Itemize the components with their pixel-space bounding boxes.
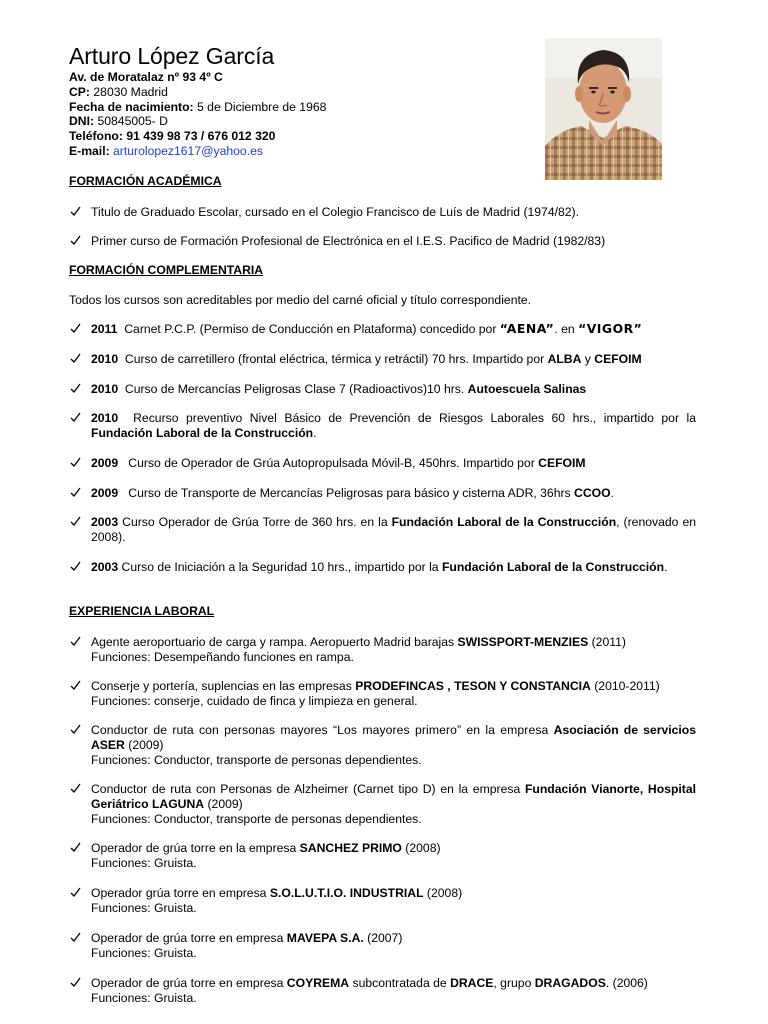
job-functions: Funciones: Gruista. — [91, 855, 197, 870]
job-year: . (2006) — [605, 976, 648, 990]
dni-value: 50845005- D — [97, 114, 168, 129]
portrait-image — [545, 38, 662, 180]
course-strong-2: CEFOIM — [594, 352, 642, 366]
course-text: Recurso preventivo Nivel Básico de Prevención de Riesgos Laborales 60 hrs., impartido por la — [133, 411, 696, 425]
phone: Teléfono: 91 439 98 73 / 676 012 320 — [69, 129, 276, 144]
course-text: Curso de Mercancías Peligrosas Clase 7 (Radioactivos)10 hrs. — [124, 382, 468, 396]
course-item — [69, 411, 696, 441]
job-text: Operador de grúa torre en la empresa — [91, 841, 300, 855]
course-year: 2009 — [91, 486, 119, 500]
job-text: Operador de grúa torre en empresa — [91, 931, 287, 945]
checkmark-icon — [69, 233, 83, 248]
postal-code-label: CP: — [69, 84, 90, 99]
checkmark-icon — [69, 351, 83, 366]
course-strong: CCOO — [574, 486, 611, 500]
job-company: Asociación de servicios ASER — [91, 723, 696, 752]
course-text-2: . — [313, 425, 317, 440]
job-item — [69, 782, 696, 826]
course-year: 2011 — [91, 322, 118, 336]
course-strong: “AENA” — [499, 321, 555, 336]
address: Av. de Moratalaz nº 93 4º C — [69, 70, 223, 84]
checkmark-icon — [69, 885, 83, 900]
job-functions: Funciones: Conductor, transporte de personas dependientes. — [91, 811, 422, 826]
checkmark-icon — [69, 781, 83, 796]
job-year: (2010-2011) — [590, 679, 660, 693]
checkmark-icon — [69, 514, 83, 529]
course-text-2: y — [581, 352, 595, 366]
job-company: S.O.L.U.T.I.O. INDUSTRIAL — [269, 886, 424, 900]
job-functions: Funciones: Conductor, transporte de personas dependientes. — [91, 752, 422, 767]
course-year: 2010 — [91, 352, 119, 366]
job-text-3: , grupo — [493, 976, 535, 990]
checkmark-icon — [69, 455, 83, 470]
checkmark-icon — [69, 930, 83, 945]
profile-photo — [545, 38, 662, 180]
postal-code-value: 28030 Madrid — [93, 84, 168, 99]
checkmark-icon — [69, 485, 83, 500]
checkmark-icon — [69, 975, 83, 990]
checkmark-icon — [69, 634, 83, 649]
complementary-intro: Todos los cursos son acreditables por medio del carné oficial y título correspondiente. — [69, 293, 532, 307]
course-item — [69, 352, 696, 367]
job-year: (2011) — [588, 635, 626, 649]
list-item — [69, 205, 696, 220]
course-text: Curso de Operador de Grúa Autopropulsada Móvil-B, 450hrs. Impartido por — [128, 456, 539, 470]
job-item — [69, 723, 696, 767]
email-link[interactable]: arturolopez1617@yahoo.es — [113, 143, 263, 158]
course-text-2: . — [664, 560, 668, 574]
job-text: Operador de grúa torre en empresa — [91, 976, 287, 990]
dni-label: DNI: — [69, 114, 95, 129]
job-year: (2009) — [124, 737, 164, 752]
course-item — [69, 515, 696, 545]
job-year: (2007) — [363, 931, 403, 945]
course-year: 2010 — [91, 382, 119, 396]
checkmark-icon — [69, 722, 83, 737]
course-text: Curso de Iniciación a la Seguridad 10 hrs., impartido por la — [121, 560, 442, 574]
birth-date-value: 5 de Diciembre de 1968 — [197, 99, 327, 114]
course-item — [69, 382, 696, 397]
course-item — [69, 560, 696, 575]
job-item — [69, 679, 696, 709]
job-text: Conductor de ruta con Personas de Alzheimer (Carnet tipo D) en la empresa — [91, 782, 525, 796]
job-text: Agente aeroportuario de carga y rampa. Aeropuerto Madrid barajas — [91, 635, 458, 649]
course-text: Curso de Transporte de Mercancías Peligrosas para básico y cisterna ADR, 36hrs — [128, 486, 575, 500]
academic-item: Primer curso de Formación Profesional de Electrónica en el I.E.S. Pacifico de Madrid (1982/83) — [91, 234, 606, 248]
job-item — [69, 976, 696, 1006]
section-title-experience: EXPERIENCIA LABORAL — [69, 604, 215, 618]
dni — [69, 114, 326, 129]
course-text-2: , (renovado en 2008). — [91, 515, 696, 544]
course-year: 2003 — [91, 515, 119, 529]
checkmark-icon — [69, 204, 83, 219]
course-strong: ALBA — [547, 352, 582, 366]
birth-date-label: Fecha de nacimiento: — [69, 99, 194, 114]
job-company-3: DRAGADOS — [534, 976, 606, 990]
course-strong: Fundación Laboral de la Construcción — [391, 515, 617, 529]
job-text-2: subcontratada de — [349, 976, 451, 990]
job-company: PRODEFINCAS , TESON Y CONSTANCIA — [355, 679, 591, 693]
birth-date — [69, 100, 326, 115]
job-company-2: DRACE — [450, 976, 494, 990]
job-item — [69, 635, 696, 665]
job-year: (2009) — [204, 796, 243, 811]
course-text: Curso Operador de Grúa Torre de 360 hrs. en la — [122, 515, 392, 529]
course-text: Carnet P.C.P. (Permiso de Conducción en Plataforma) concedido por — [124, 322, 500, 336]
course-strong-2: “VIGOR” — [578, 321, 643, 336]
course-text-2: . en — [554, 322, 579, 336]
checkmark-icon — [69, 840, 83, 855]
course-year: 2009 — [91, 456, 119, 470]
job-functions: Funciones: Gruista. — [91, 945, 197, 960]
course-year: 2010 — [91, 411, 119, 425]
course-strong: Fundación Laboral de la Construcción — [91, 425, 314, 440]
email — [69, 144, 326, 159]
candidate-name: Arturo López García — [69, 43, 275, 69]
job-functions: Funciones: Gruista. — [91, 990, 197, 1005]
job-item — [69, 841, 696, 871]
job-functions: Funciones: Gruista. — [91, 900, 197, 915]
list-item — [69, 234, 696, 249]
course-strong: CEFOIM — [538, 456, 586, 470]
checkmark-icon — [69, 559, 83, 574]
job-company: MAVEPA S.A. — [286, 931, 364, 945]
job-year: (2008) — [423, 886, 463, 900]
job-year: (2008) — [401, 841, 441, 855]
section-title-complementary: FORMACIÓN COMPLEMENTARIA — [69, 263, 264, 277]
course-item — [69, 486, 696, 501]
job-functions: Funciones: Desempeñando funciones en rampa. — [91, 649, 354, 664]
job-functions: Funciones: conserje, cuidado de finca y limpieza en general. — [91, 693, 418, 708]
email-label: E-mail: — [69, 143, 110, 158]
course-text-2: . — [610, 486, 614, 500]
checkmark-icon — [69, 321, 83, 336]
course-strong: Fundación Laboral de la Construcción — [441, 560, 665, 574]
course-item — [69, 322, 696, 337]
checkmark-icon — [69, 678, 83, 693]
course-year: 2003 — [91, 560, 119, 574]
job-text: Conserje y portería, suplencias en las empresas — [91, 679, 356, 693]
postal-code — [69, 85, 326, 100]
job-item — [69, 931, 696, 961]
job-company: SWISSPORT-MENZIES — [457, 635, 589, 649]
job-text: Operador grúa torre en empresa — [91, 886, 270, 900]
checkmark-icon — [69, 410, 83, 425]
course-text: Curso de carretillero (frontal eléctrica, térmica y retráctil) 70 hrs. Impartido por — [124, 352, 548, 366]
job-company: COYREMA — [286, 976, 350, 990]
checkmark-icon — [69, 381, 83, 396]
contact-block — [69, 70, 326, 159]
section-title-academic: FORMACIÓN ACADÉMICA — [69, 174, 222, 188]
job-item — [69, 886, 696, 916]
job-text: Conductor de ruta con personas mayores “Los mayores primero” en la empresa — [91, 723, 554, 737]
job-company: SANCHEZ PRIMO — [299, 841, 402, 855]
job-company: Fundación Vianorte, Hospital Geriátrico LAGUNA — [91, 782, 697, 811]
course-strong: Autoescuela Salinas — [467, 382, 587, 396]
academic-item: Titulo de Graduado Escolar, cursado en el Colegio Francisco de Luís de Madrid (1974/82). — [91, 205, 579, 219]
course-item — [69, 456, 696, 471]
